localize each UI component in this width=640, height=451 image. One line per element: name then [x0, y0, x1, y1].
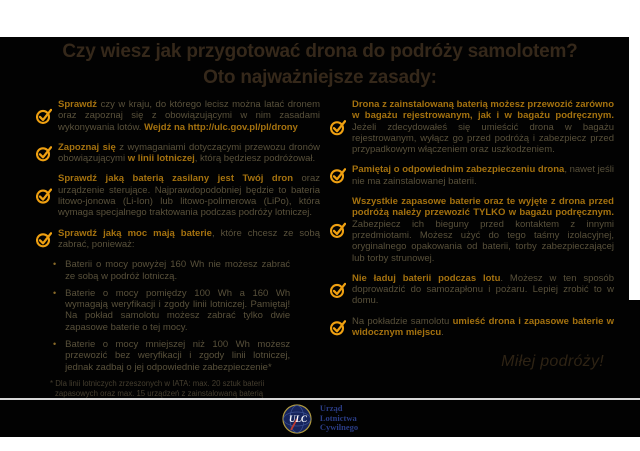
rule-text-emphasis: Wejdź na http://ulc.gov.pl/pl/drony: [144, 121, 298, 133]
svg-text:ULC: ULC: [288, 413, 307, 424]
check-circle-icon: [36, 173, 52, 218]
rule-text-emphasis: umieść drona i zapasowe baterie w widocznym miejscu: [352, 315, 615, 339]
ulc-logo-text: [320, 404, 358, 433]
rule-text-regular: , którą będziesz podróżował.: [194, 153, 316, 165]
footer: [0, 400, 640, 437]
rule-text: [352, 196, 614, 264]
page-title: [20, 39, 620, 91]
check-circle-icon: [330, 273, 346, 307]
ulc-logo-icon: [282, 404, 312, 434]
rule-text-emphasis: w linii lotniczej: [127, 153, 195, 165]
rule-text-regular: Jeżeli zdecydowałeś się umieścić drona w bagażu rejestrowanym, wyłącz go przed podróżą i zabezpiecz przed przypadkowym włączeniem oraz uszkodzeniem.: [352, 121, 614, 156]
battery-power-sublist: [53, 259, 320, 373]
rule-text-emphasis: Sprawdź jaką moc mają baterie: [58, 227, 212, 239]
ulc-logo-text-line2: Lotnictwa: [319, 412, 357, 423]
rule-text-emphasis: Sprawdź jaką baterią zasilany jest Twój dron: [58, 173, 294, 185]
sublist-item: [53, 288, 320, 333]
sublist-item: [53, 259, 320, 282]
rule-text: [58, 228, 320, 251]
rule-item: [36, 173, 320, 218]
check-circle-icon: [330, 196, 346, 264]
rule-text: [58, 173, 320, 218]
rule-text-emphasis: Nie ładuj baterii podczas lotu: [352, 272, 501, 284]
sublist-item-text: • Baterii o mocy powyżej 160 Wh nie możesz zabrać ze sobą w podróż lotniczą.: [65, 259, 291, 282]
sublist-item-text: • Baterie o mocy mniejszej niż 100 Wh możesz przewozić bez weryfikacji i zgody linii lotniczej, jednak zadbaj o jej odpowiednie zabezpieczenie*: [65, 339, 291, 373]
rule-text-regular: z wymaganiami dotyczącymi przewozu dronów obowiązującymi: [58, 141, 320, 165]
rule-text: [352, 99, 614, 155]
rule-item: [36, 142, 320, 165]
check-circle-icon: [36, 142, 52, 165]
ulc-logo-text-line1: Urząd: [319, 403, 343, 414]
page-title-line2: Oto najważniejsze zasady:: [203, 67, 437, 88]
rule-text-emphasis: Drona z zainstalowaną baterią możesz przewozić zarówno w bagażu rejestrowanym, jak i w bagażu podręcznym.: [352, 99, 614, 122]
rule-text-regular: , nawet jeśli nie ma zainstalowanej baterii.: [352, 164, 614, 187]
rule-text-regular: Na pokładzie samolotu: [352, 315, 453, 327]
check-circle-icon: [330, 99, 346, 155]
right-column: [330, 99, 614, 347]
check-circle-icon: [36, 99, 52, 133]
rule-text-emphasis: Pamiętaj o odpowiednim zabezpieczeniu drona: [352, 164, 565, 176]
rule-item: [330, 196, 614, 264]
rule-text: [58, 142, 320, 165]
page-title-line1: Czy wiesz jak przygotować drona do podróży samolotem?: [62, 41, 578, 62]
ulc-logo: [282, 404, 358, 434]
check-circle-icon: [36, 228, 52, 251]
rule-item: [36, 99, 320, 133]
rule-item: [36, 228, 320, 251]
rule-text: [58, 99, 320, 133]
farewell-text: Miłej podróży!: [501, 353, 604, 370]
rule-text-regular: Zabezpiecz ich bieguny przed kontaktem z innymi przedmiotami. Możesz użyć do tego taśmy izolacyjnej, oryginalnego opakowania od baterii, torby zabezpieczającej lub torby strunowej.: [352, 218, 614, 264]
rule-text-emphasis: Sprawdź: [58, 99, 98, 110]
right-edge-margin: [629, 37, 640, 300]
rule-item: [330, 316, 614, 339]
sublist-item-text: • Baterie o mocy pomiędzy 100 Wh a 160 Wh wymagają weryfikacji i zgody linii lotniczej. Pamiętaj! Na pokład samolotu możesz zabrać tylko dwie zapasowe baterie o tej mocy.: [65, 287, 291, 333]
rule-text-regular: . Możesz w ten sposób doprowadzić do samozapłonu i pożaru. Lepiej zrobić to w domu.: [352, 272, 614, 307]
rule-text-regular: , które chcesz ze sobą zabrać, ponieważ:: [58, 227, 320, 250]
ulc-logo-text-line3: Cywilnego: [319, 422, 359, 433]
rule-text: [352, 164, 614, 187]
rule-text: [352, 316, 614, 339]
check-circle-icon: [330, 316, 346, 339]
rule-item: [330, 164, 614, 187]
rule-item: [330, 273, 614, 307]
rule-text: [352, 273, 614, 307]
rule-text-regular: .: [441, 327, 444, 339]
rule-text-emphasis: Wszystkie zapasowe baterie oraz te wyjęte z drona przed podróżą należy przewozić TYLKO w bagażu podręcznym.: [352, 196, 614, 219]
rule-item: [330, 99, 614, 155]
iata-footnote: * Dla linii lotniczych zrzeszonych w IATA: max. 20 sztuk baterii zapasowych oraz max. 15 urządzeń z zainstalowaną baterią: [50, 378, 265, 398]
left-column: [36, 99, 320, 399]
sublist-item: [53, 339, 320, 373]
rule-text-emphasis: Zapoznaj się: [58, 141, 116, 153]
check-circle-icon: [330, 164, 346, 187]
rule-text-regular: czy w kraju, do którego lecisz można latać dronem oraz zapoznaj się z obowiązującymi w nim zasadami wykonywania lotów.: [58, 99, 320, 133]
rule-text-regular: oraz urządzenie sterujące. Najprawdopodobniej będzie to bateria litowo-jonowa (Li-Ion) lub litowo-polimerowa (LiPo), która wymaga specjalnego traktowania podczas podróży lotniczej.: [58, 173, 320, 219]
